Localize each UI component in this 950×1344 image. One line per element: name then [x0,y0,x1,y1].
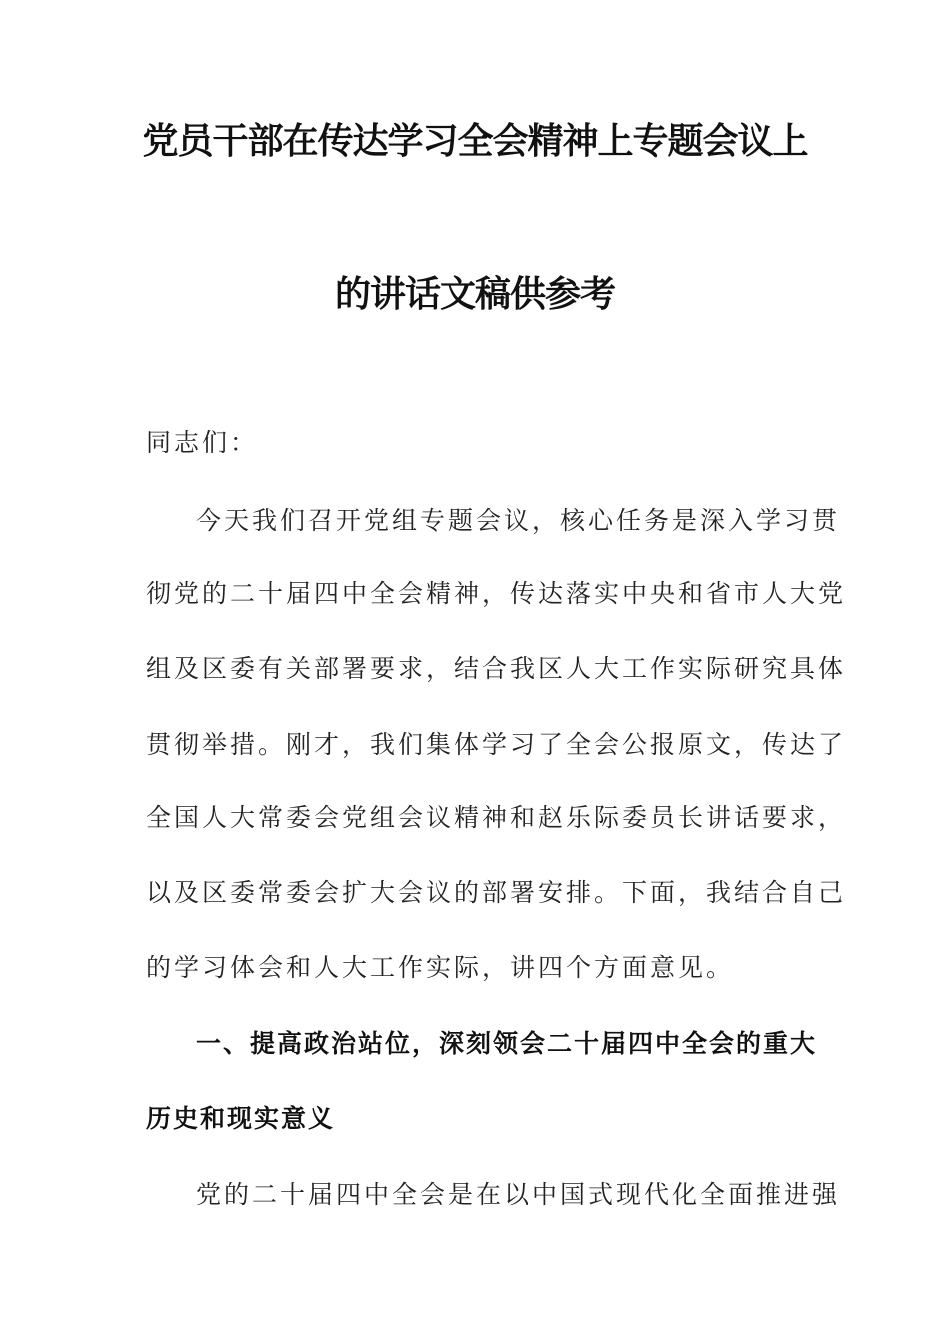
document-title-line-2: 的讲话文稿供参考 [334,274,615,315]
paragraph-line: 今天我们召开党组专题会议，核心任务是深入学习贯 [196,506,841,535]
document-title-line-1: 党员干部在传达学习全会精神上专题会议上 [142,121,808,162]
paragraph-line: 组及区委有关部署要求，结合我区人大工作实际研究具体 [146,654,847,683]
paragraph-line: 贯彻举措。刚才，我们集体学习了全会公报原文，传达了 [146,730,847,759]
paragraph-line: 党的二十届四中全会是在以中国式现代化全面推进强 [196,1180,841,1209]
salutation: 同志们： [146,428,259,457]
section-heading-line: 一、提高政治站位，深刻领会二十届四中全会的重大 [196,1029,818,1058]
paragraph-line: 的学习体会和人大工作实际，讲四个方面意见。 [146,953,735,982]
paragraph-line: 全国人大常委会党组会议精神和赵乐际委员长讲话要求， [146,803,847,832]
paragraph-line: 以及区委常委会扩大会议的部署安排。下面，我结合自己 [146,878,847,907]
paragraph-line: 彻党的二十届四中全会精神，传达落实中央和省市人大党 [146,579,847,608]
section-heading-line: 历史和现实意义 [146,1104,336,1133]
